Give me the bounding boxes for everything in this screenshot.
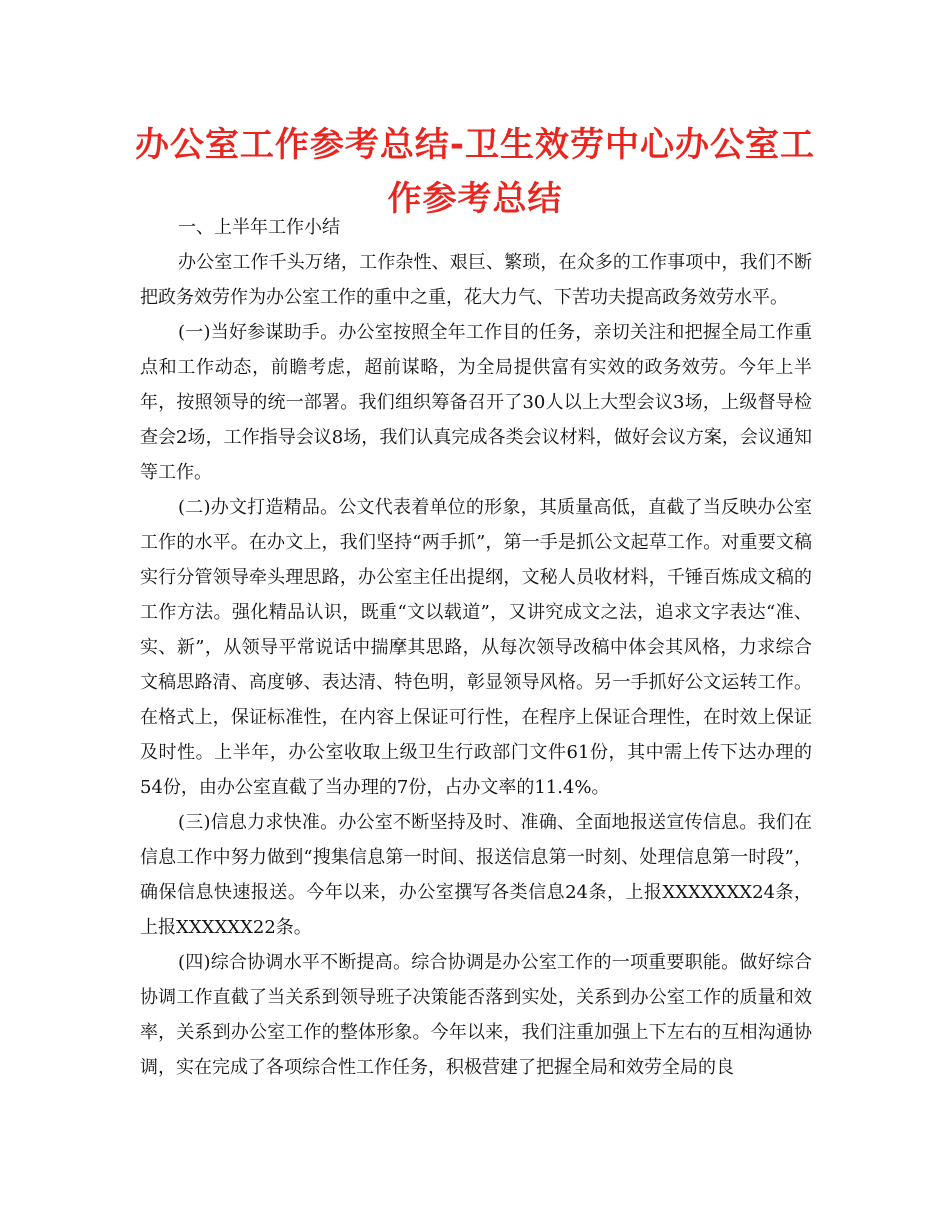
paragraph-coordination: (四)综合协调水平不断提高。综合协调是办公室工作的一项重要职能。做好综合协调工作直截了当关系到领导班子决策能否落到实处，关系到办公室工作的质量和效率，关系到办公室工作的整体形象。今年以来，我们注重加强上下左右的互相沟通协调，实在完成了各项综合性工作任务，积极营建了把握全局和效劳全局的良 [140, 952, 812, 1078]
document-body [140, 210, 812, 1085]
paragraph-advisory: (一)当好参谋助手。办公室按照全年工作目的任务，亲切关注和把握全局工作重点和工作动态，前瞻考虑，超前谋略，为全局提供富有实效的政务效劳。今年上半年，按照领导的统一部署。我们组织筹备召开了30人以上大型会议3场，上级督导检查会2场，工作指导会议8场，我们认真完成各类会议材料，做好会议方案，会议通知等工作。 [140, 322, 812, 483]
paragraph-documents: (二)办文打造精品。公文代表着单位的形象，其质量高低，直截了当反映办公室工作的水平。在办文上，我们坚持“两手抓”，第一手是抓公文起草工作。对重要文稿实行分管领导牵头理思路，办公室主任出提纲，文秘人员收材料，千锤百炼成文稿的工作方法。强化精品认识，既重“文以载道”，又讲究成文之法，追求文字表达“准、实、新”，从领导平常说话中揣摩其思路，从每次领导改稿中体会其风格，力求综合文稿思路清、高度够、表达清、特色明，彰显领导风格。另一手抓好公文运转工作。在格式上，保证标准性，在内容上保证可行性，在程序上保证合理性，在时效上保证及时性。上半年，办公室收取上级卫生行政部门文件61份，其中需上传下达办理的54份，由办公室直截了当办理的7份，占办文率的11.4%。 [140, 497, 812, 798]
section-heading: 一、上半年工作小结 [178, 217, 340, 238]
paragraph-intro: 办公室工作千头万绪，工作杂性、艰巨、繁琐，在众多的工作事项中，我们不断把政务效劳作为办公室工作的重中之重，花大力气、下苦功夫提高政务效劳水平。 [140, 252, 812, 308]
document-title: 办公室工作参考总结-卫生效劳中心办公室工作参考总结 [134, 125, 816, 219]
paragraph-information: (三)信息力求快准。办公室不断坚持及时、准确、全面地报送宣传信息。我们在信息工作中努力做到“搜集信息第一时间、报送信息第一时刻、处理信息第一时段”，确保信息快速报送。今年以来，办公室撰写各类信息24条，上报XXXXXXX24条，上报XXXXXX22条。 [140, 812, 812, 938]
